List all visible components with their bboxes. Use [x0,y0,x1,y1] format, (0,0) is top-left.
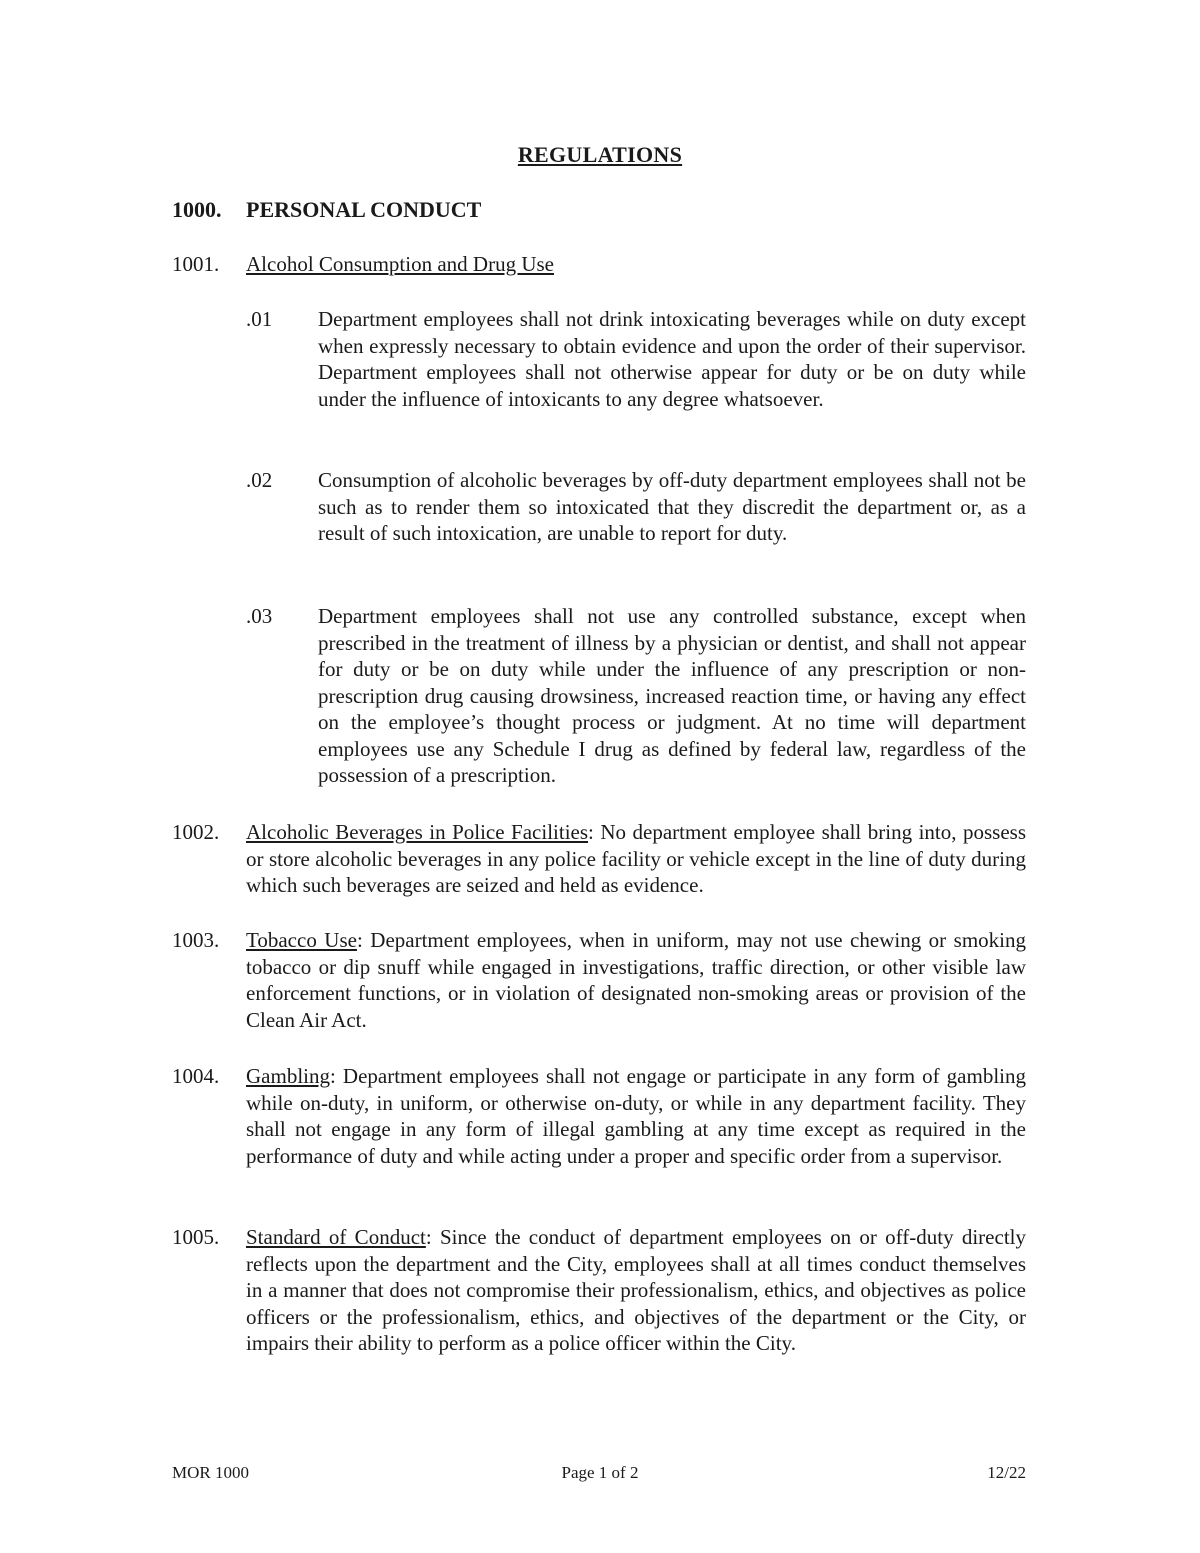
regulation-1004 [172,1063,1026,1169]
regulation-title: Gambling [246,1064,330,1088]
subsection-02 [246,467,1026,547]
regulation-text: : Department employees, when in uniform, may not use chewing or smoking tobacco or dip snuff while engaged in investigations, traffic direction, or other visible law enforcement functions, or in violation of designated non-smoking areas or provision of the Clean Air Act. [246,928,1026,1032]
regulation-text: : Department employees shall not engage or participate in any form of gambling while on-duty, in uniform, or otherwise on-duty, or while in any department facility. They shall not engage in any form of illegal gambling at any time except as required in the performance of duty and while acting under a proper and specific order from a supervisor. [246,1064,1026,1168]
section-heading [172,197,481,223]
regulation-1005 [172,1224,1026,1357]
regulation-1001 [172,251,1026,278]
section-number: 1000. [172,197,222,222]
footer-page-number: Page 1 of 2 [561,1463,639,1482]
regulation-number: 1001. [172,252,220,276]
regulation-title: Standard of Conduct [246,1225,426,1249]
subsection-text: Department employees shall not drink intoxicating beverages while on duty except when expressly necessary to obtain evidence and upon the order of their supervisor. Department employees shall not otherwise appear for duty or be on duty while under the influence of intoxicants to any degree whatsoever. [318,307,1026,411]
subsection-number: .02 [246,468,273,492]
page-title: REGULATIONS [517,142,683,167]
regulation-title: Tobacco Use [246,928,357,952]
regulation-number: 1004. [172,1064,220,1088]
subsection-number: .03 [246,604,273,628]
regulation-text: : No department employee shall bring into, possess or store alcoholic beverages in any police facility or vehicle except in the line of duty during which such beverages are seized and held as evidence. [246,820,1026,897]
subsection-03 [246,603,1026,789]
footer-document-code: MOR 1000 [172,1463,249,1482]
regulation-number: 1002. [172,820,220,844]
subsection-text: Consumption of alcoholic beverages by off-duty department employees shall not be such as to render them so intoxicated that they discredit the department or, as a result of such intoxication, are unable to report for duty. [318,468,1026,545]
regulation-1003 [172,927,1026,1033]
subsection-01 [246,306,1026,412]
regulation-1002 [172,819,1026,899]
section-title: PERSONAL CONDUCT [246,197,482,222]
regulation-text: : Since the conduct of department employees on or off-duty directly reflects upon the department and the City, employees shall at all times conduct themselves in a manner that does not compromise their professionalism, ethics, and objectives as police officers or the professionalism, ethics, and objectives of the department or the City, or impairs their ability to perform as a police officer within the City. [246,1225,1026,1355]
regulation-number: 1005. [172,1225,220,1249]
subsection-number: .01 [246,307,273,331]
regulation-title: Alcoholic Beverages in Police Facilities [246,820,589,844]
footer-date: 12/22 [987,1463,1026,1482]
subsection-text: Department employees shall not use any controlled substance, except when prescribed in the treatment of illness by a physician or dentist, and shall not appear for duty or be on duty while under the influence of any prescription or non-prescription drug causing drowsiness, increased reaction time, or having any effect on the employee’s thought process or judgment. At no time will department employees use any Schedule I drug as defined by federal law, regardless of the possession of a prescription. [318,604,1026,787]
regulation-title: Alcohol Consumption and Drug Use [246,252,554,276]
regulation-number: 1003. [172,928,220,952]
